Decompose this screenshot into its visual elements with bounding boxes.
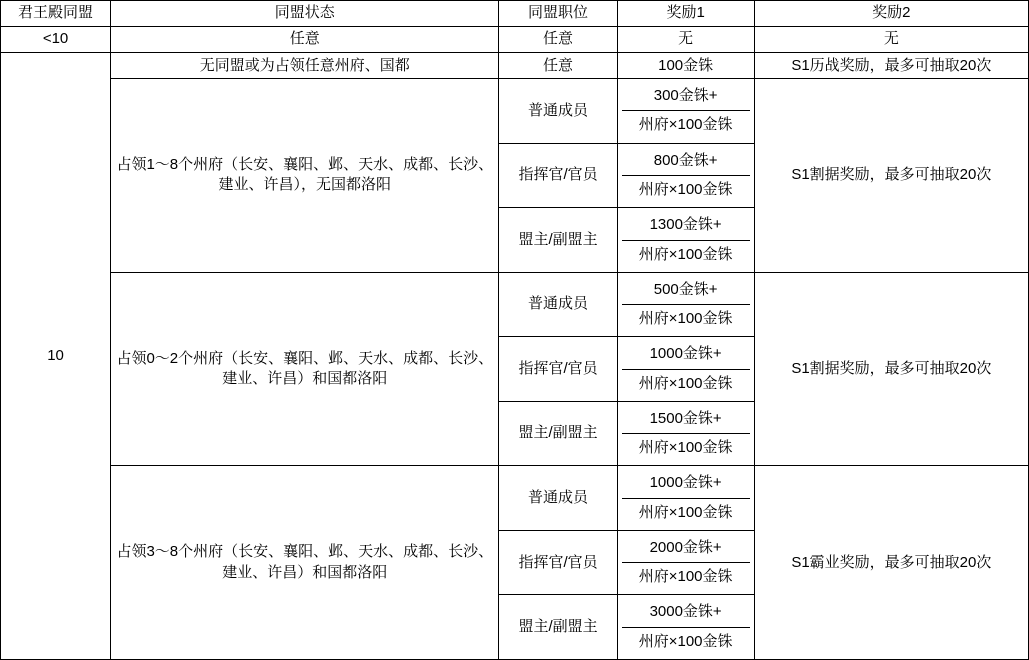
table-header-row xyxy=(1,1,1029,27)
cell-position-b2-r1: 指挥官/官员 xyxy=(499,337,617,402)
reward1-line2: 州府×100金铢 xyxy=(638,310,733,328)
header-reward1: 奖励1 xyxy=(617,1,754,27)
cell-position-b3-r1: 指挥官/官员 xyxy=(499,530,617,595)
reward1-line1: 1300金铢+ xyxy=(622,211,750,240)
table-row xyxy=(1,466,1029,531)
reward1-line1: 500金铢+ xyxy=(622,276,750,305)
reward1-line1: 1500金铢+ xyxy=(622,405,750,434)
reward1-line1: 800金铢+ xyxy=(622,147,750,176)
cell-status-any: 任意 xyxy=(111,27,499,53)
header-status: 同盟状态 xyxy=(111,1,499,27)
cell-position-b0-r0: 任意 xyxy=(499,53,617,79)
cell-reward1-b1-r2 xyxy=(617,208,754,273)
reward1-line1: 3000金铢+ xyxy=(622,598,750,627)
reward1-line2: 州府×100金铢 xyxy=(638,503,733,521)
cell-position-b1-r1: 指挥官/官员 xyxy=(499,143,617,208)
cell-reward2-none: 无 xyxy=(754,27,1028,53)
cell-reward1-b2-r1 xyxy=(617,337,754,402)
cell-reward2-b2: S1割据奖励，最多可抽取20次 xyxy=(754,272,1028,466)
reward1-line1: 1000金铢+ xyxy=(622,340,750,369)
reward1-line2: 州府×100金铢 xyxy=(638,568,733,586)
cell-position-b2-r2: 盟主/副盟主 xyxy=(499,401,617,466)
cell-reward1-b1-r0 xyxy=(617,79,754,144)
cell-position-b2-r0: 普通成员 xyxy=(499,272,617,337)
reward1-line2: 州府×100金铢 xyxy=(638,245,733,263)
table-row xyxy=(1,79,1029,144)
table-row xyxy=(1,53,1029,79)
header-alliance: 君王殿同盟 xyxy=(1,1,111,27)
reward1-line1: 300金铢+ xyxy=(622,82,750,111)
cell-reward1-b0-r0: 100金铢 xyxy=(617,53,754,79)
reward1-line1: 1000金铢+ xyxy=(622,469,750,498)
cell-reward1-none: 无 xyxy=(617,27,754,53)
table-row xyxy=(1,272,1029,337)
cell-alliance-lt10: <10 xyxy=(1,27,111,53)
cell-position-b3-r2: 盟主/副盟主 xyxy=(499,595,617,660)
cell-reward2-b0: S1历战奖励，最多可抽取20次 xyxy=(754,53,1028,79)
cell-position-b3-r0: 普通成员 xyxy=(499,466,617,531)
cell-reward1-b2-r2 xyxy=(617,401,754,466)
cell-position-b1-r0: 普通成员 xyxy=(499,79,617,144)
cell-reward1-b1-r1 xyxy=(617,143,754,208)
header-reward2: 奖励2 xyxy=(754,1,1028,27)
cell-position-b1-r2: 盟主/副盟主 xyxy=(499,208,617,273)
cell-reward1-b3-r1 xyxy=(617,530,754,595)
cell-reward1-b3-r2 xyxy=(617,595,754,660)
cell-status-block0: 无同盟或为占领任意州府、国都 xyxy=(111,53,499,79)
reward1-line2: 州府×100金铢 xyxy=(638,180,733,198)
reward1-line2: 州府×100金铢 xyxy=(638,632,733,650)
cell-reward1-b2-r0 xyxy=(617,272,754,337)
cell-position-any: 任意 xyxy=(499,27,617,53)
cell-reward1-b3-r0 xyxy=(617,466,754,531)
table-row xyxy=(1,27,1029,53)
cell-status-block3: 占领3～8个州府（长安、襄阳、邺、天水、成都、长沙、建业、许昌）和国都洛阳 xyxy=(111,466,499,660)
header-position: 同盟职位 xyxy=(499,1,617,27)
cell-alliance-10: 10 xyxy=(1,53,111,660)
cell-status-block1: 占领1～8个州府（长安、襄阳、邺、天水、成都、长沙、建业、许昌），无国都洛阳 xyxy=(111,79,499,273)
cell-status-block2: 占领0～2个州府（长安、襄阳、邺、天水、成都、长沙、建业、许昌）和国都洛阳 xyxy=(111,272,499,466)
reward1-line2: 州府×100金铢 xyxy=(638,374,733,392)
cell-reward2-b3: S1霸业奖励，最多可抽取20次 xyxy=(754,466,1028,660)
reward1-line2: 州府×100金铢 xyxy=(638,439,733,457)
reward1-line1: 2000金铢+ xyxy=(622,534,750,563)
cell-reward2-b1: S1割据奖励，最多可抽取20次 xyxy=(754,79,1028,273)
reward1-line2: 州府×100金铢 xyxy=(638,116,733,134)
